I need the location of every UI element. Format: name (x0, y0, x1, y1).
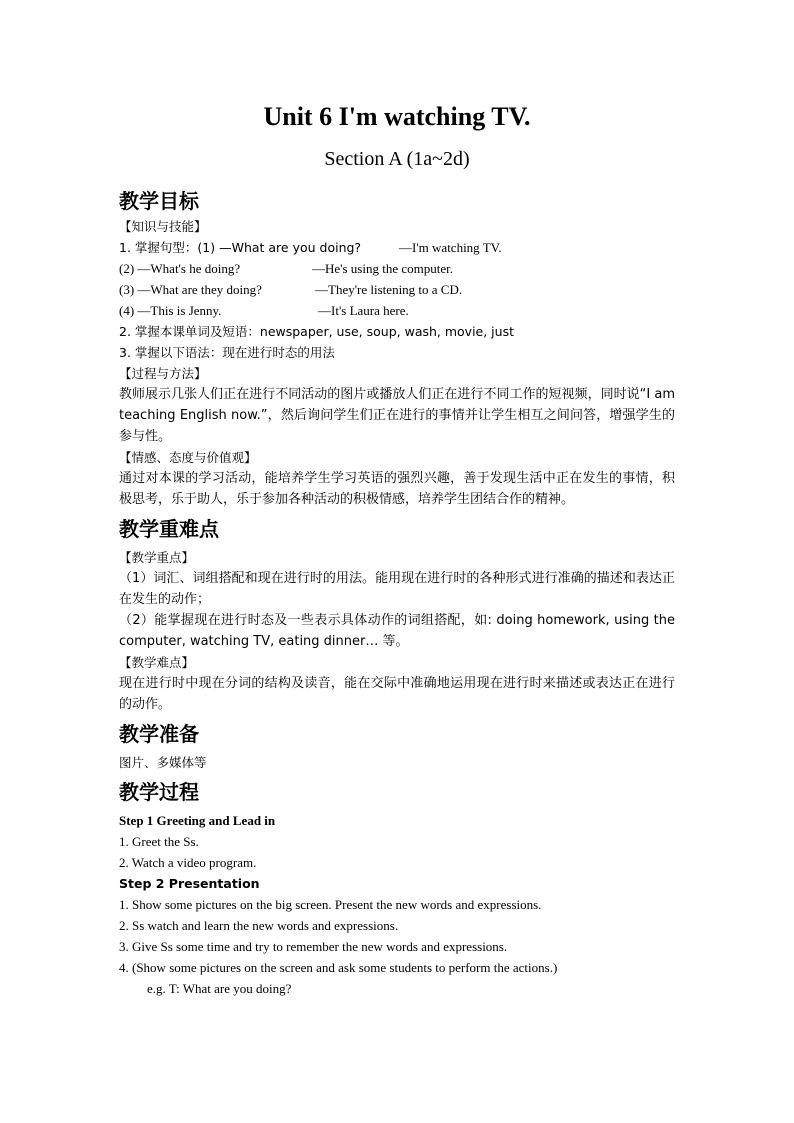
pattern-answer: —They're listening to a CD. (315, 282, 463, 297)
document-title: Unit 6 I'm watching TV. (263, 102, 531, 131)
focus-label: 【教学重点】 (119, 550, 195, 565)
step2-item: 2. Ss watch and learn the new words and expressions. (119, 918, 399, 933)
preparation-heading: 教学准备 (119, 722, 199, 746)
pattern-question: 1. 掌握句型：(1) —What are you doing? (119, 240, 362, 255)
pattern-answer: —He's using the computer. (312, 261, 453, 276)
difficulty-label: 【教学难点】 (119, 655, 195, 670)
step2-title: Step 2 Presentation (119, 876, 260, 891)
knowledge-label: 【知识与技能】 (119, 219, 207, 234)
key-points-heading: 教学重难点 (119, 517, 219, 541)
step2-item: 4. (Show some pictures on the screen and ask some students to perform the actions.) (119, 960, 558, 975)
preparation-text: 图片、多媒体等 (119, 755, 207, 770)
step2-item: 3. Give Ss some time and try to remember the new words and expressions. (119, 939, 508, 954)
focus-item-1: （1）词汇、词组搭配和现在进行时的用法。能用现在进行时的各种形式进行准确的描述和表达正在发生的动作； (119, 571, 675, 607)
pattern-question: (4) —This is Jenny. (119, 303, 222, 318)
pattern-line-1 (119, 237, 675, 258)
step2-item: 1. Show some pictures on the big screen. Present the new words and expressions. (119, 897, 542, 912)
pattern-line-3 (119, 279, 675, 300)
step1-title: Step 1 Greeting and Lead in (119, 813, 276, 828)
focus-item-2: （2）能掌握现在进行时态及一些表示具体动作的词组搭配，如: doing homework, using the computer, watching TV, eating dinner… 等。 (119, 613, 675, 649)
pattern-answer: —I'm watching TV. (399, 240, 502, 255)
procedure-heading: 教学过程 (119, 780, 199, 804)
step1-item: 2. Watch a video program. (119, 855, 257, 870)
step1-item: 1. Greet the Ss. (119, 834, 199, 849)
objectives-heading: 教学目标 (119, 189, 199, 213)
pattern-answer: —It's Laura here. (318, 303, 409, 318)
grammar-line: 3. 掌握以下语法：现在进行时态的用法 (119, 345, 335, 360)
process-label: 【过程与方法】 (119, 366, 207, 381)
difficulty-text: 现在进行时中现在分词的结构及读音，能在交际中准确地运用现在进行时来描述或表达正在进行的动作。 (119, 676, 675, 712)
process-text: 教师展示几张人们正在进行不同活动的图片或播放人们正在进行不同工作的短视频，同时说“I am teaching English now.”，然后询问学生们正在进行的事情并让学生相互之间问答，增强学生的参与性。 (119, 387, 675, 444)
document-subtitle: Section A (1a~2d) (324, 148, 470, 170)
pattern-line-2 (119, 258, 675, 279)
pattern-question: (2) —What's he doing? (119, 261, 241, 276)
attitude-label: 【情感、态度与价值观】 (119, 450, 257, 465)
pattern-question: (3) —What are they doing? (119, 282, 262, 297)
attitude-text: 通过对本课的学习活动，能培养学生学习英语的强烈兴趣，善于发现生活中正在发生的事情，积极思考，乐于助人，乐于参加各种活动的积极情感，培养学生团结合作的精神。 (119, 471, 675, 507)
document-body (119, 186, 675, 999)
vocab-line: 2. 掌握本课单词及短语：newspaper, use, soup, wash, movie, just (119, 324, 514, 339)
example-line: e.g. T: What are you doing? (147, 981, 292, 996)
pattern-line-4 (119, 300, 675, 321)
